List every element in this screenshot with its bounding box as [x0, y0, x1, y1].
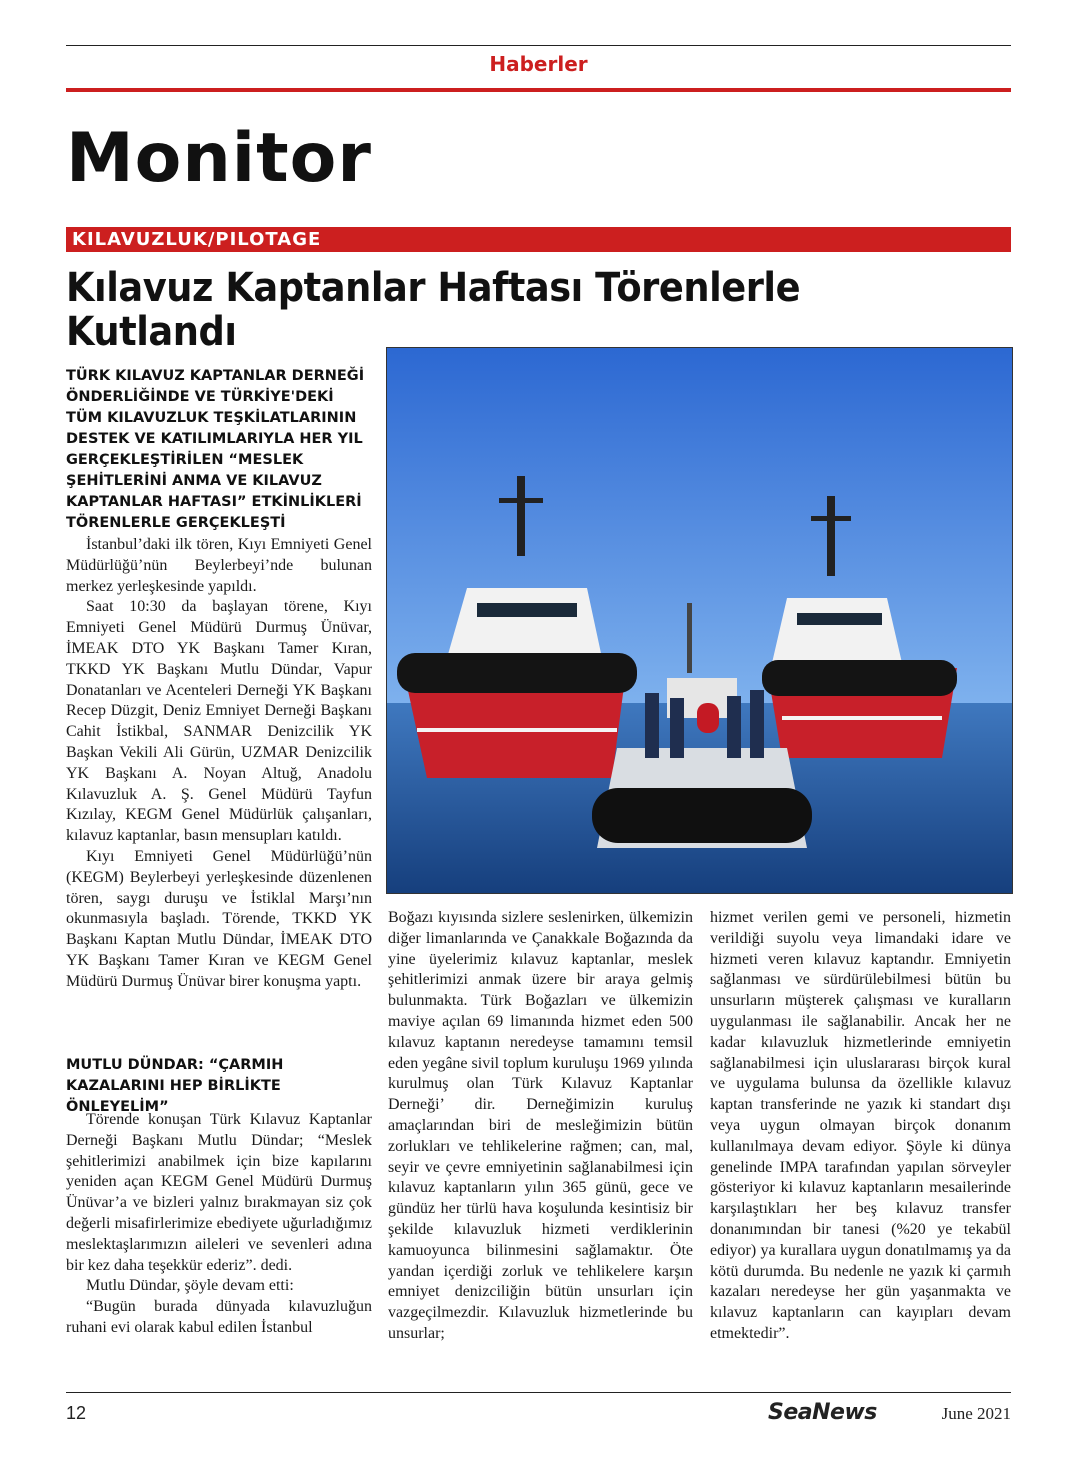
- section-bar: [66, 88, 1011, 92]
- category-label: KILAVUZLUK/PILOTAGE: [72, 229, 322, 250]
- section-label: Haberler: [489, 52, 588, 76]
- article-lead: TÜRK KILAVUZ KAPTANLAR DERNEĞİ ÖNDERLİĞİNDE VE TÜRKİYE'DEKİ TÜM KILAVUZLUK TEŞKİLATLARININ DESTEK VE KATILIMLARIYLA HER YIL GERÇEKLEŞTİRİLEN “MESLEK ŞEHİTLERİNİ ANMA VE KILAVUZ KAPTANLAR HAFTASI” ETKİNLİKLERİ TÖRENLERLE GERÇEKLEŞTİ: [66, 368, 365, 531]
- issue-date: June 2021: [941, 1404, 1011, 1423]
- article-photo: [386, 347, 1013, 894]
- subheading: MUTLU DÜNDAR: “ÇARMIH KAZALARINI HEP BİRLİKTE ÖNLEYELİM”: [66, 1057, 284, 1115]
- paragraph: İstanbul’daki ilk tören, Kıyı Emniyeti Genel Müdürlüğü’nün Beylerbeyi’nde bulunan merkez yerleşkesinde yapıldı.: [66, 536, 372, 595]
- paragraph: Mutlu Dündar, şöyle devam etti:: [86, 1277, 294, 1295]
- column-3: [710, 908, 1011, 1345]
- top-rule: [66, 45, 1011, 46]
- page-number: 12: [66, 1403, 87, 1423]
- paragraph: Saat 10:30 da başlayan törene, Kıyı Emniyeti Genel Müdürü Durmuş Ünüvar, İMEAK DTO YK Başkanı Tamer Kıran, TKKD YK Başkanı Mutlu Dündar, Vapur Donatanları ve Acenteleri Derneği YK Başkanı Recep Düzgit, Deniz Emniyet Derneği Başkanı Cahit İstikbal, SANMAR Denizcilik YK Başkan Vekili Ali Gürün, UZMAR Denizcilik YK Başkanı A. Noyan Altuğ, Anadolu Kılavuzluk A. Ş. Genel Müdürü Tayfun Kızılay, KEGM Genel Müdürlük çalışanları, kılavuz kaptanlar, basın mensupları katıldı.: [66, 598, 372, 845]
- bottom-rule: [66, 1392, 1011, 1393]
- paragraph: Boğazı kıyısında sizlere seslenirken, ülkemizin diğer limanlarında ve Çanakkale Boğazında da yine üyelerimiz kılavuz kaptanlar, meslek şehitlerimizi anmak üzere bir araya gelmiş bulunmakta. Türk Boğazları ve ülkemizin maviye açılan 69 limanında hizmet eden 500 kılavuz kaptanın neredeyse tamamını temsil eden yegâne sivil toplum kuruluşu 1969 yılında kurulmuş olan Türk Kılavuz Kaptanlar Derneği’ dir. Derneğimizin kuruluş amaçlarından biri de mesleğimizin bütün zorlukları ve tehlikelerine rağmen; can, mal, seyir ve çevre emniyetinin sağlanabilmesi için kılavuz kaptanların yılın 365 günü, gece ve gündüz her türlü hava koşulunda kesintisiz bir şekilde kılavuzluk hizmeti verdiklerinin kamuoyunca bilinmesini sağlamaktır. Öte yandan içerdiği zorluk ve tehlikelere karşın emniyet denizciliğin bütün unsurları için vazgeçilmezdir. Kılavuzluk hizmetlerinde bu unsurlar;: [388, 909, 693, 1342]
- column-2: [388, 908, 693, 1345]
- category-bar: [66, 227, 1011, 252]
- paragraph: “Bugün burada dünyada kılavuzluğun ruhani evi olarak kabul edilen İstanbul: [66, 1298, 372, 1336]
- tugboats-photo: [387, 348, 1012, 893]
- article-headline: Kılavuz Kaptanlar Haftası Törenlerle Kutlandı: [66, 265, 801, 355]
- masthead-title: Monitor: [66, 119, 372, 198]
- column-1-continued: [66, 1110, 372, 1339]
- column-1: [66, 535, 372, 993]
- paragraph: Törende konuşan Türk Kılavuz Kaptanlar Derneği Başkanı Mutlu Dündar; “Meslek şehitlerimizi anabilmek için bize kapılarını yeniden açan KEGM Genel Müdürü Durmuş Ünüvar’a ve bizleri yalnız bırakmayan siz çok değerli misafirlerimize ebediyete uğurladığımız meslektaşlarımızın aileleri ve sevenleri adına bir kez daha teşekkür ederiz”. dedi.: [66, 1111, 372, 1274]
- magazine-logo: SeaNews: [768, 1400, 877, 1425]
- paragraph: hizmet verilen gemi ve personeli, hizmetin verildiği suyolu veya limandaki idare ve hizmeti veren kılavuz kaptandır. Emniyetin sağlanması ve sürdürülebilmesi bütün bu unsurların müşterek çalışması ve kuralların uygulanması ile sağlanabilir. Ancak her ne kadar kılavuzluk hizmetlerinde emniyetin sağlanabilmesi için uluslararası birçok kural ve uygulama bulunsa da özellikle kılavuz kaptan transferinde ne yazık ki standart dışı veya uygun olmayan birçok donanım kullanılmaya devam ediyor. Şöyle ki dünya genelinde IMPA tarafından yapılan sörveyler gösteriyor ki kılavuz kaptanların mesailerinde karşılaştıkları her beş kılavuz transfer donanımından bir tanesi (%20 ye tekabül ediyor) ya kurallara uygun donatılmamış ya da kötü durumda. Bu nedenle ne yazık ki çarmıh kazaları neredeyse her gün yaşanmakta ve kılavuz kaptanların can kayıpları devam etmektedir”.: [710, 909, 1011, 1342]
- paragraph: Kıyı Emniyeti Genel Müdürlüğü’nün (KEGM) Beylerbeyi yerleşkesinde düzenlenen tören, saygı duruşu ve İstiklal Marşı’nın okunmasıyla başladı. Törende, TKKD YK Başkanı Kaptan Mutlu Dündar, İMEAK DTO YK Başkanı Tamer Kıran ve KEGM Genel Müdürü Durmuş Ünüvar birer konuşma yaptı.: [66, 847, 372, 990]
